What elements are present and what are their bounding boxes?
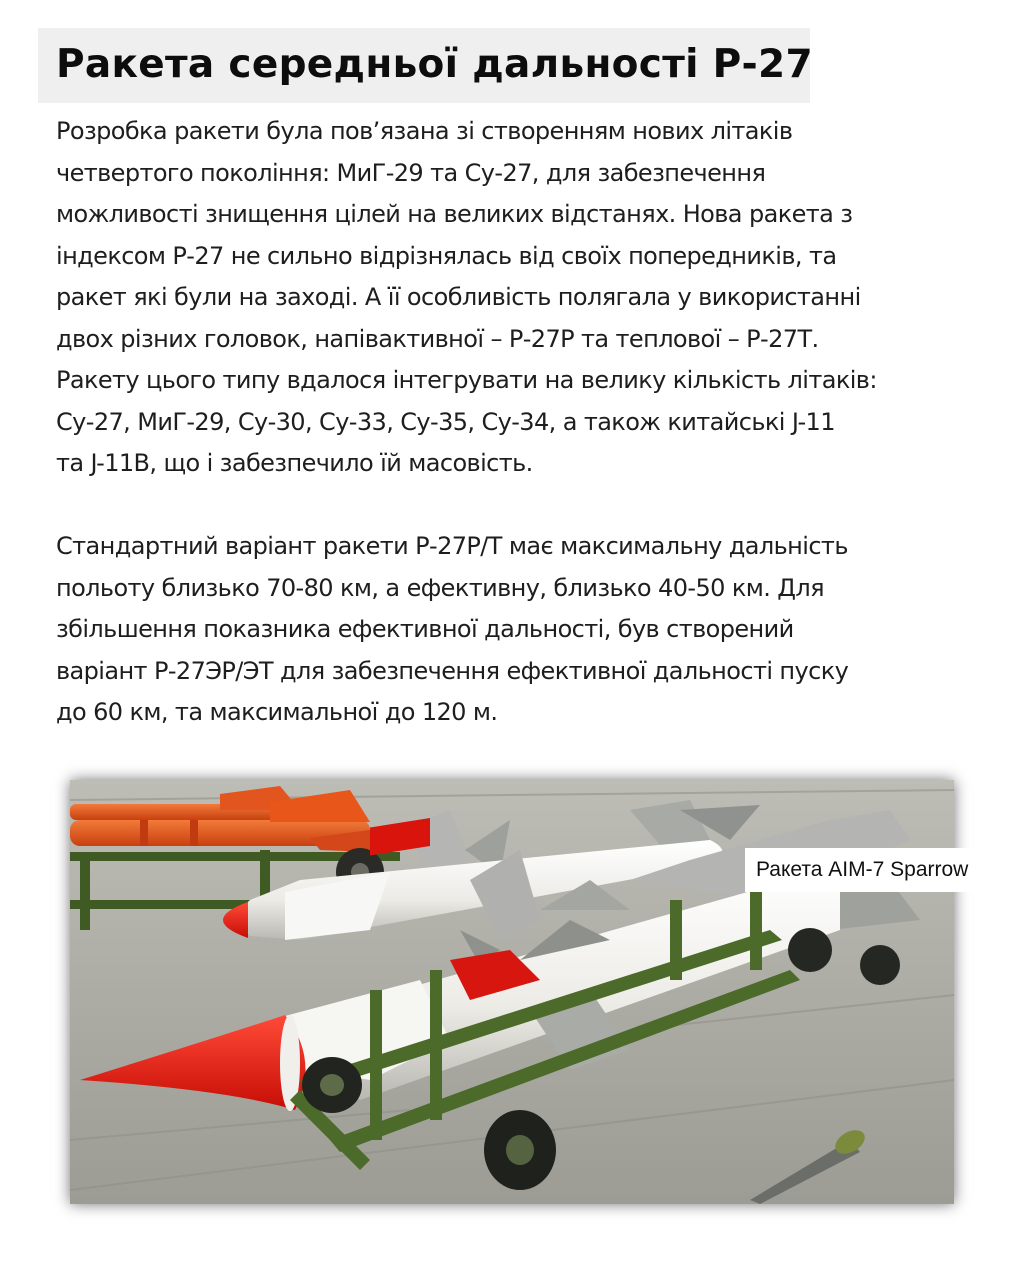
- paragraph-2-line: польоту близько 70-80 км, а ефективну, близько 40-50 км. Для: [56, 573, 825, 602]
- paragraph-1-line: двох різних головок, напівактивної – Р-27Р та теплової – Р-27Т.: [56, 324, 819, 353]
- paragraph-1-line: Ракету цього типу вдалося інтегрувати на велику кількість літаків:: [56, 366, 877, 394]
- missile-illustration: [70, 780, 954, 1204]
- paragraph-2-line: варіант Р-27ЭР/ЭТ для забезпечення ефективної дальності пуску: [56, 656, 849, 685]
- paragraph-1-line: четвертого покоління: МиГ-29 та Су-27, для забезпечення: [56, 158, 766, 187]
- page-title: Ракета середньої дальності Р-27: [56, 42, 813, 87]
- missile-photo: [70, 780, 954, 1204]
- article-body: [56, 111, 986, 734]
- paragraph-2-line: збільшення показника ефективної дальності, був створений: [56, 615, 794, 643]
- paragraph-gap: [56, 485, 986, 527]
- paragraph-1-line: індексом Р-27 не сильно відрізнялась від своїх попередників, та: [56, 241, 837, 270]
- paragraph-1-line: Розробка ракети була пов’язана зі створенням нових літаків: [56, 117, 793, 145]
- paragraph-1-line: Су-27, МиГ-29, Су-30, Су-33, Су-35, Су-34, а також китайські J-11: [56, 407, 835, 436]
- paragraph-1-line: можливості знищення цілей на великих відстанях. Нова ракета з: [56, 200, 853, 228]
- photo-caption: Ракета AIM-7 Sparrow: [745, 848, 1011, 892]
- paragraph-2-line: до 60 км, та максимальної до 120 м.: [56, 698, 498, 726]
- paragraph-1-line: ракет які були на заході. А її особливість полягала у використанні: [56, 283, 861, 311]
- paragraph-1-line: та J-11B, що і забезпечило їй масовість.: [56, 449, 533, 477]
- paragraph-2-line: Стандартний варіант ракети Р-27Р/Т має максимальну дальність: [56, 532, 848, 560]
